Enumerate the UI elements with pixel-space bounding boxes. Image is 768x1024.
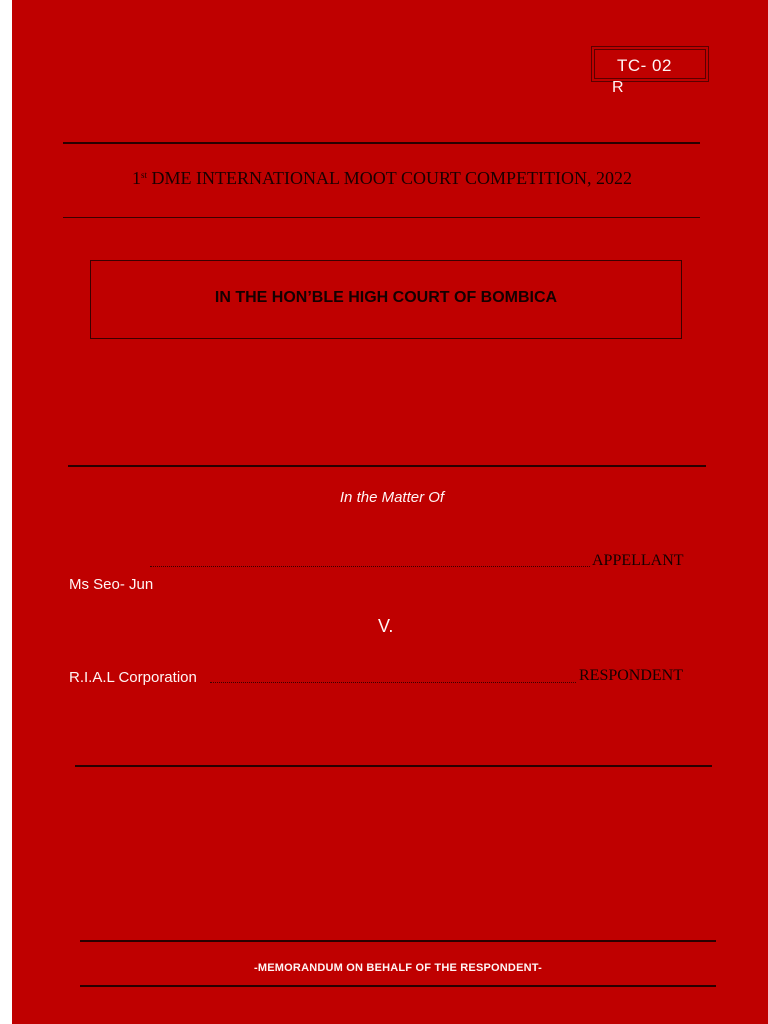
versus: V. — [378, 616, 394, 636]
matter-label: In the Matter Of — [339, 489, 445, 506]
memorandum-label: -MEMORANDUM ON BEHALF OF THE RESPONDENT- — [254, 962, 542, 974]
memorial-cover-page — [12, 0, 768, 1024]
team-code-side: R — [612, 79, 624, 96]
respondent-leader-dots — [210, 682, 576, 683]
court-title: IN THE HON’BLE HIGH COURT OF BOMBICA — [214, 289, 558, 306]
respondent-name: R.I.A.L Corporation — [69, 669, 197, 686]
matter-top-rule — [68, 465, 706, 467]
competition-ordinal-number: 1 — [131, 168, 141, 188]
competition-underline — [63, 217, 700, 218]
top-rule — [63, 142, 700, 144]
team-code: TC- 02 — [617, 56, 672, 75]
competition-title — [62, 168, 702, 189]
competition-ordinal-suffix: st — [140, 170, 147, 180]
parties-bottom-rule — [75, 765, 712, 767]
appellant-name: Ms Seo- Jun — [69, 576, 154, 593]
respondent-role: RESPONDENT — [579, 667, 684, 684]
appellant-role: APPELLANT — [592, 552, 684, 569]
footer-top-rule — [80, 940, 716, 942]
competition-name: DME INTERNATIONAL MOOT COURT COMPETITION, 2022 — [146, 168, 633, 188]
appellant-leader-dots — [150, 566, 590, 567]
footer-bottom-rule — [80, 985, 716, 987]
